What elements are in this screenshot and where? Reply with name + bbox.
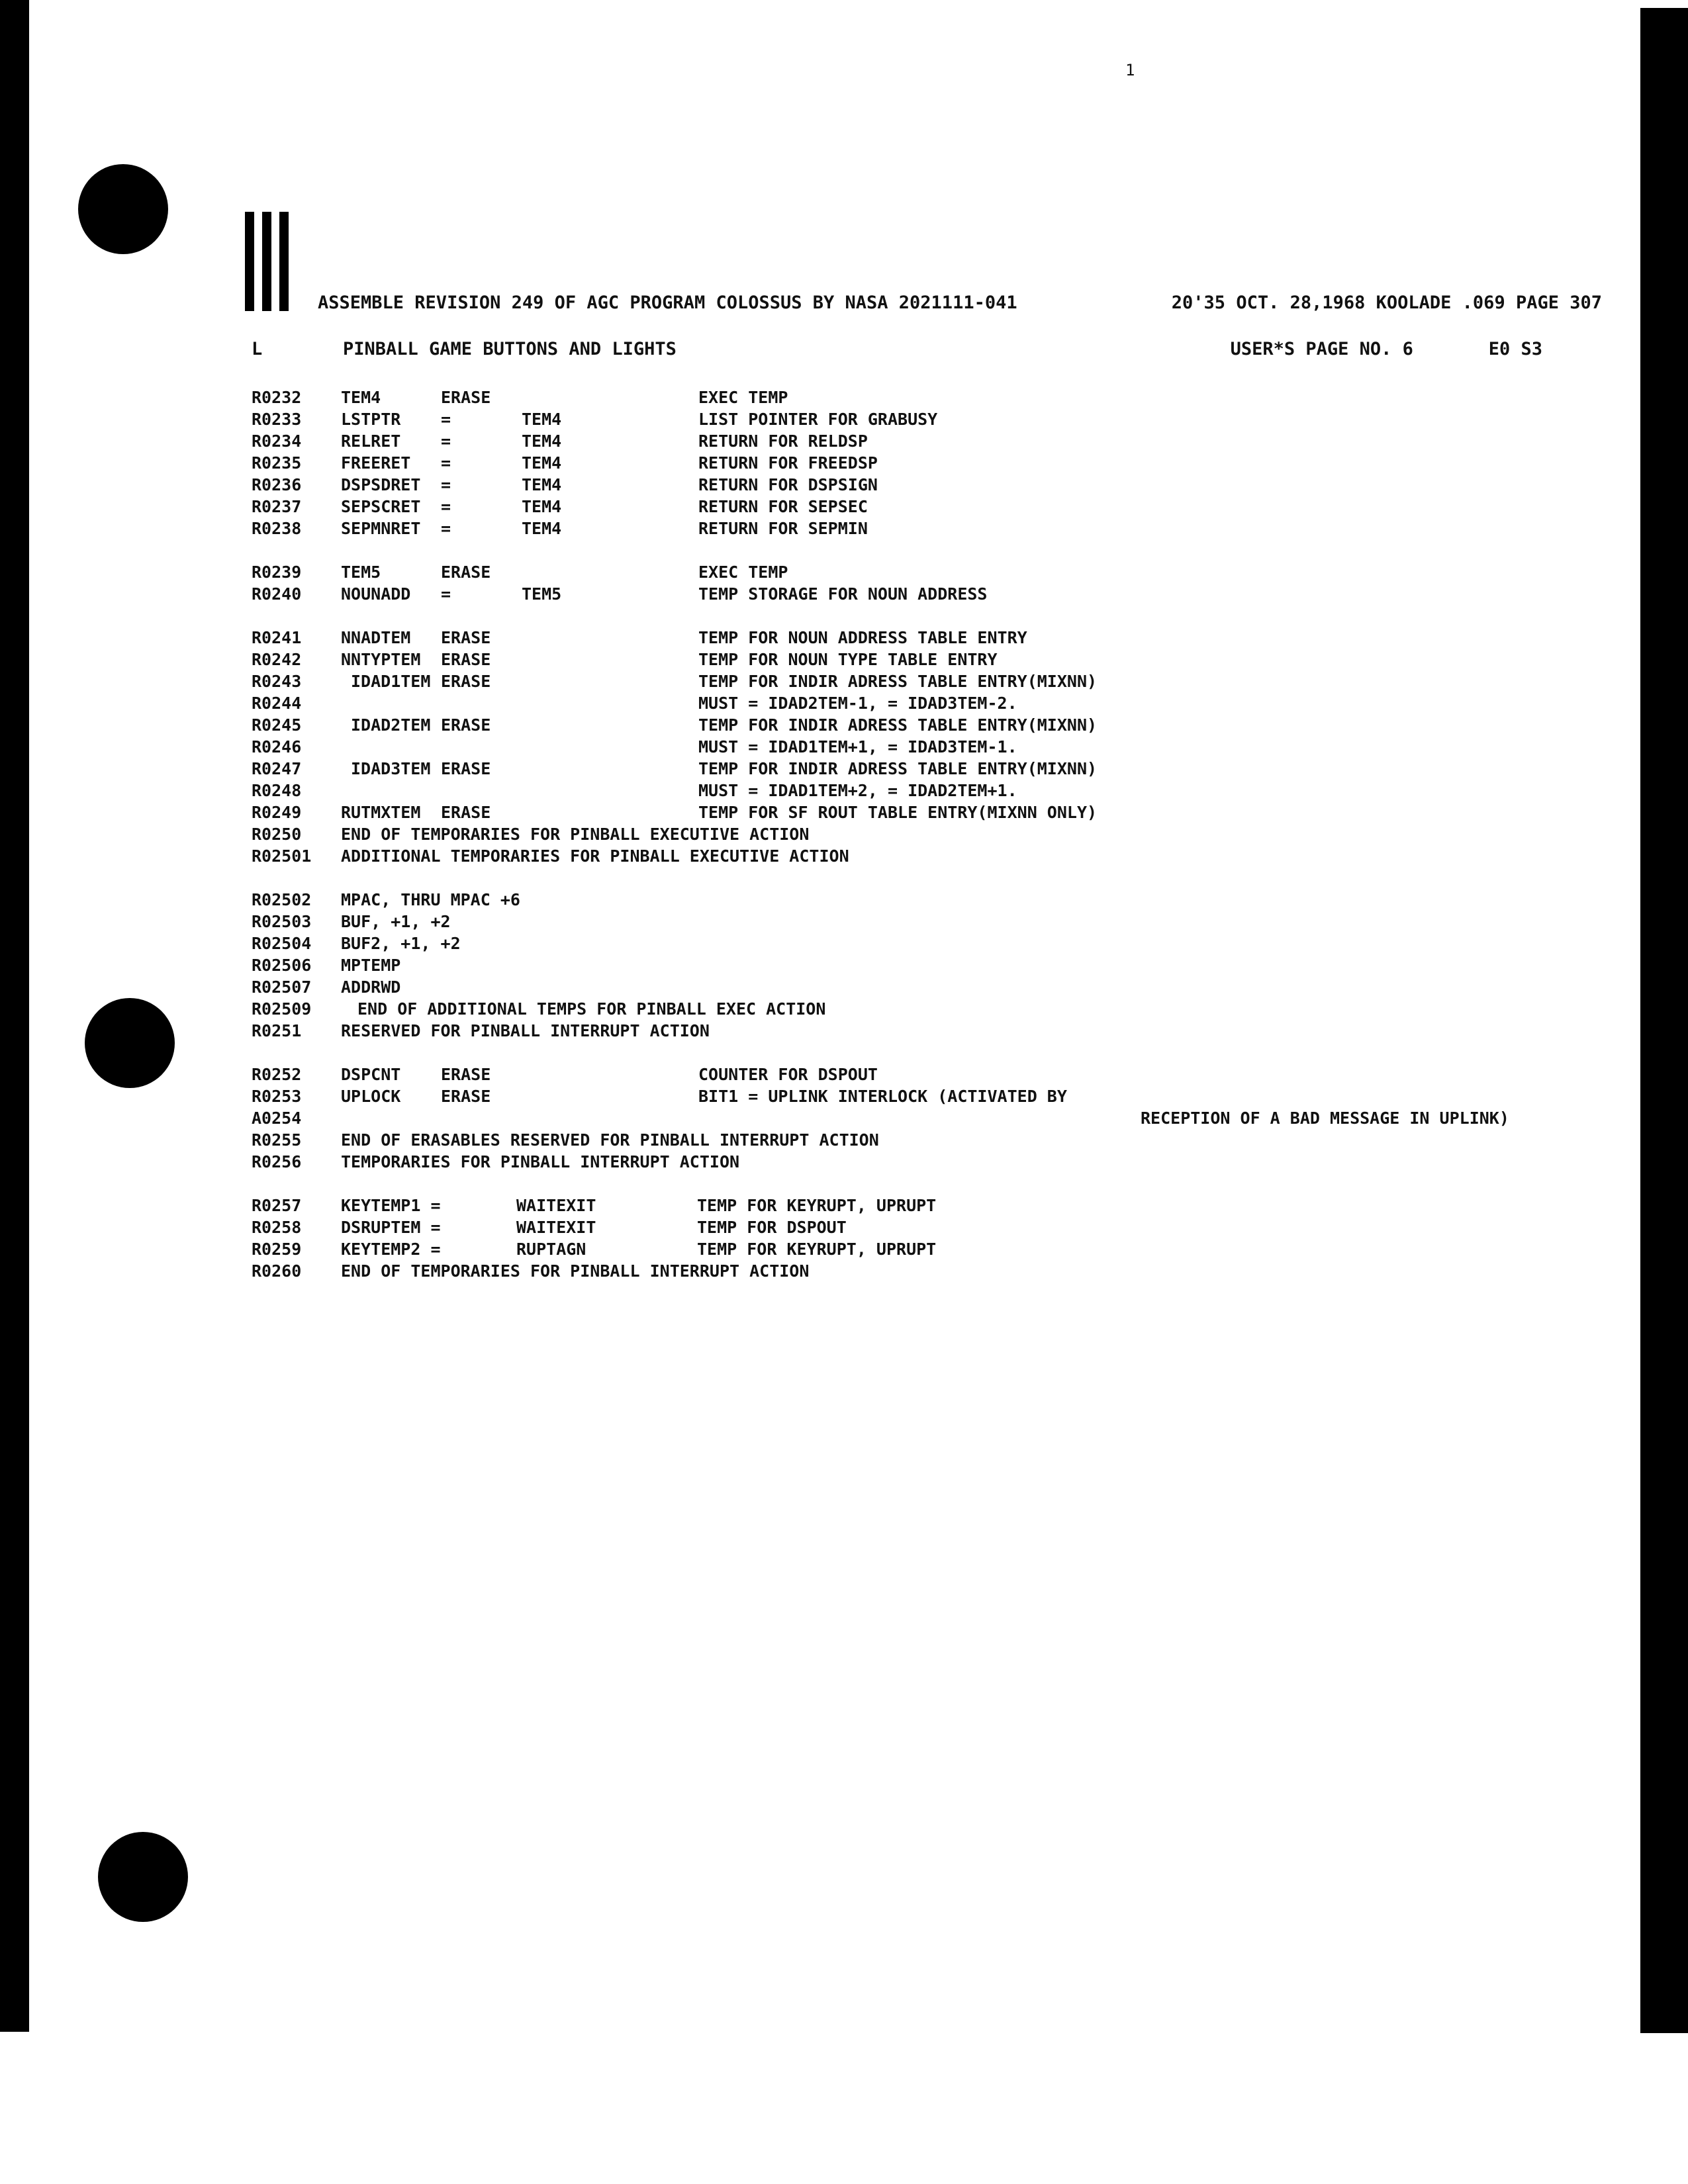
code-line: R0247 IDAD3TEM ERASE TEMP FOR INDIR ADRESS TABLE ENTRY(MIXNN) [252, 759, 1098, 778]
user-page-number: USER*S PAGE NO. 6 [1230, 339, 1413, 359]
page-number: 1 [1125, 61, 1135, 79]
scan-edge-left [0, 0, 29, 2032]
code-line: R0250 END OF TEMPORARIES FOR PINBALL EXECUTIVE ACTION [252, 825, 810, 844]
code-line: R0238 SEPMNRET = TEM4 RETURN FOR SEPMIN [252, 519, 868, 538]
code-line: R0233 LSTPTR = TEM4 LIST POINTER FOR GRABUSY [252, 410, 938, 429]
punch-hole-top [78, 164, 168, 254]
code-line: R0240 NOUNADD = TEM5 TEMP STORAGE FOR NOUN ADDRESS [252, 584, 988, 604]
code-line: R0257 KEYTEMP1 = WAITEXIT TEMP FOR KEYRUPT, UPRUPT [252, 1196, 937, 1215]
code-line: R02509 END OF ADDITIONAL TEMPS FOR PINBALL EXEC ACTION [252, 999, 826, 1019]
code-line: R0242 NNTYPTEM ERASE TEMP FOR NOUN TYPE TABLE ENTRY [252, 650, 998, 669]
section-header [252, 339, 1542, 365]
code-line: R0248 MUST = IDAD1TEM+2, = IDAD2TEM+1. [252, 781, 1017, 800]
code-line: R0251 RESERVED FOR PINBALL INTERRUPT ACTION [252, 1021, 710, 1040]
code-line: R02503 BUF, +1, +2 [252, 912, 451, 931]
code-line: R0241 NNADTEM ERASE TEMP FOR NOUN ADDRESS TABLE ENTRY [252, 628, 1027, 647]
code-line: R0253 UPLOCK ERASE BIT1 = UPLINK INTERLOCK (ACTIVATED BY [252, 1087, 1067, 1106]
code-line: R0236 DSPSDRET = TEM4 RETURN FOR DSPSIGN [252, 475, 878, 494]
scan-edge-right [1640, 8, 1688, 2033]
code-line: R0234 RELRET = TEM4 RETURN FOR RELDSP [252, 432, 868, 451]
code-line: R0260 END OF TEMPORARIES FOR PINBALL INTERRUPT ACTION [252, 1261, 810, 1281]
code-line: R0235 FREERET = TEM4 RETURN FOR FREEDSP [252, 453, 878, 473]
code-line: R02506 MPTEMP [252, 956, 401, 975]
listing-header [311, 293, 1602, 319]
printer-marks [238, 212, 298, 311]
section-title: PINBALL GAME BUTTONS AND LIGHTS [343, 339, 677, 359]
code-line: R0252 DSPCNT ERASE COUNTER FOR DSPOUT [252, 1065, 878, 1084]
punch-hole-bottom [98, 1832, 188, 1922]
code-line: A0254 RECEPTION OF A BAD MESSAGE IN UPLINK) [252, 1109, 1509, 1128]
code-listing [252, 387, 1575, 1282]
section-code: E0 S3 [1488, 339, 1542, 359]
header-stamp: 20'35 OCT. 28,1968 KOOLADE .069 PAGE 307 [1171, 293, 1602, 313]
code-line: R0239 TEM5 ERASE EXEC TEMP [252, 563, 788, 582]
header-title: ASSEMBLE REVISION 249 OF AGC PROGRAM COLOSSUS BY NASA 2021111-041 [318, 293, 1017, 313]
code-line: R0243 IDAD1TEM ERASE TEMP FOR INDIR ADRESS TABLE ENTRY(MIXNN) [252, 672, 1098, 691]
code-line: R0259 KEYTEMP2 = RUPTAGN TEMP FOR KEYRUPT, UPRUPT [252, 1240, 937, 1259]
code-line: R0246 MUST = IDAD1TEM+1, = IDAD3TEM-1. [252, 737, 1017, 756]
code-line: R0232 TEM4 ERASE EXEC TEMP [252, 388, 788, 407]
code-line: R02504 BUF2, +1, +2 [252, 934, 461, 953]
code-line: R02507 ADDRWD [252, 978, 401, 997]
code-line: R0244 MUST = IDAD2TEM-1, = IDAD3TEM-2. [252, 694, 1017, 713]
code-line: R0245 IDAD2TEM ERASE TEMP FOR INDIR ADRESS TABLE ENTRY(MIXNN) [252, 715, 1098, 735]
code-line: R0258 DSRUPTEM = WAITEXIT TEMP FOR DSPOUT [252, 1218, 847, 1237]
code-line: R02502 MPAC, THRU MPAC +6 [252, 890, 520, 909]
user-page-info [1231, 339, 1542, 359]
code-line: R0237 SEPSCRET = TEM4 RETURN FOR SEPSEC [252, 497, 868, 516]
code-line: R0256 TEMPORARIES FOR PINBALL INTERRUPT ACTION [252, 1152, 740, 1171]
code-line: R0255 END OF ERASABLES RESERVED FOR PINBALL INTERRUPT ACTION [252, 1130, 879, 1150]
section-level: L [252, 339, 263, 359]
code-line: R02501 ADDITIONAL TEMPORARIES FOR PINBALL EXECUTIVE ACTION [252, 846, 849, 866]
code-line: R0249 RUTMXTEM ERASE TEMP FOR SF ROUT TABLE ENTRY(MIXNN ONLY) [252, 803, 1098, 822]
punch-hole-middle [85, 998, 175, 1088]
